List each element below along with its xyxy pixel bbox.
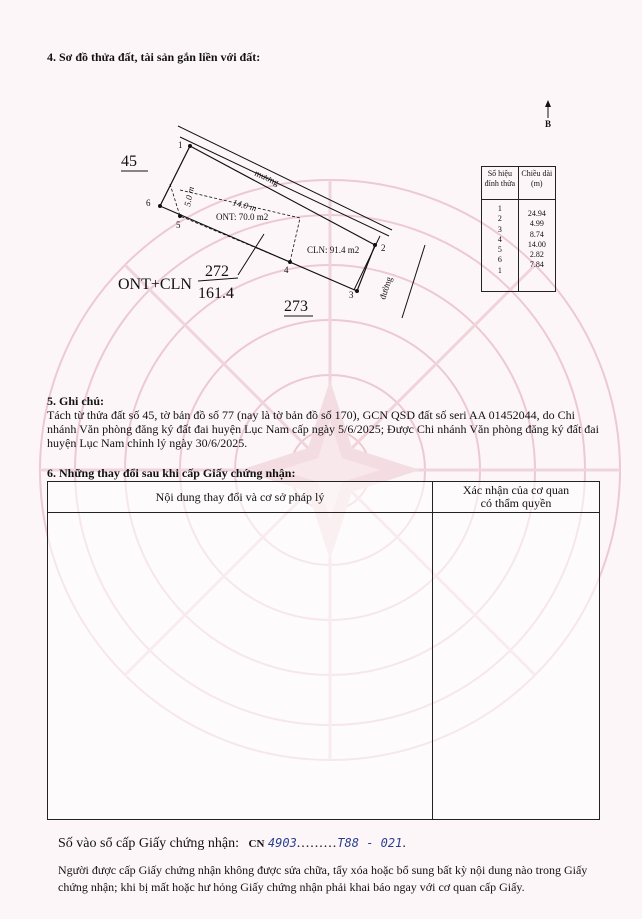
road-edge-right [402, 245, 425, 318]
registry-number-2: T88 - 021 [337, 836, 403, 850]
parcel-area: 161.4 [198, 285, 234, 302]
changes-table [47, 481, 600, 820]
vertex-2 [373, 243, 377, 247]
north-label: B [545, 119, 552, 129]
north-arrow-icon [545, 100, 551, 118]
vertex-label-4: 4 [284, 265, 289, 275]
dimension-5m: 5.0 m [182, 185, 197, 208]
vertex-1 [188, 144, 192, 148]
edge-lengths-table [481, 166, 556, 292]
changes-confirmation-cell [433, 513, 600, 820]
point-number-column: 1 2 3 4 5 6 1 [482, 200, 519, 292]
leader-line [238, 234, 264, 275]
parcel-number: 272 [205, 263, 229, 280]
vertex-6 [158, 204, 162, 208]
cln-area-label: CLN: 91.4 m2 [307, 245, 360, 255]
registry-label: Số vào sổ cấp Giấy chứng nhận: [58, 836, 239, 851]
section-5-title: 5. Ghi chú: [47, 394, 105, 408]
vertex-3 [355, 289, 359, 293]
vertex-label-1: 1 [178, 140, 183, 150]
land-code-label: ONT+CLN [118, 276, 192, 293]
footer-notice: Người được cấp Giấy chứng nhận không được sửa chữa, tẩy xóa hoặc bổ sung bất kỳ nội dung nào trong Giấy chứng nhận; khi bị mất hoặc hư hỏng Giấy chứng nhận phải khai báo ngay với cơ quan cấp Giấy. [58, 863, 588, 894]
neighbor-parcel-45: 45 [121, 153, 137, 170]
length-column: 24.94 4.99 8.74 14.00 2.82 7.84 [518, 200, 555, 292]
header-point-number: Số hiệu đỉnh thửa [482, 167, 519, 200]
vertex-label-3: 3 [349, 290, 354, 300]
vertex-label-2: 2 [381, 243, 386, 253]
registry-prefix: CN [248, 838, 265, 850]
changes-col-content: Nội dung thay đổi và cơ sở pháp lý [48, 482, 433, 513]
road-label: đường [377, 275, 395, 301]
ont-area-label: ONT: 70.0 m2 [216, 212, 269, 222]
section-5-text: Tách từ thửa đất số 45, tờ bản đồ số 77 (nay là tờ bản đồ số 170), GCN QSD đất số seri AA 01452044, do Chi nhánh Văn phòng đăng ký đất đai huyện Lục Nam cấp ngày 5/6/2025; Được Chi nhánh Văn phòng đăng ký đất đai huyện Lục Nam chỉnh lý ngày 30/6/2025. [47, 408, 599, 450]
vertex-label-5: 5 [176, 220, 181, 230]
registry-number-1: 4903 [267, 836, 297, 850]
changes-col-confirmation: Xác nhận của cơ quan có thẩm quyền [433, 482, 600, 513]
vertex-label-6: 6 [146, 198, 151, 208]
vertex-5 [178, 214, 182, 218]
neighbor-parcel-273: 273 [284, 298, 308, 315]
changes-content-cell [48, 513, 433, 820]
registry-line: Số vào sổ cấp Giấy chứng nhận: CN 4903.........T88 - 021. [58, 836, 406, 851]
header-length: Chiều dài (m) [518, 167, 555, 200]
dimension-14m: 14.0 m [231, 197, 258, 214]
vertex-4 [288, 260, 292, 264]
ditch-edge-bottom [180, 137, 389, 236]
section-6-title: 6. Những thay đổi sau khi cấp Giấy chứng nhận: [47, 466, 296, 480]
ditch-label: mương [253, 167, 281, 188]
section-4-title: 4. Sơ đồ thửa đất, tài sản gắn liền với đất: [47, 50, 261, 64]
